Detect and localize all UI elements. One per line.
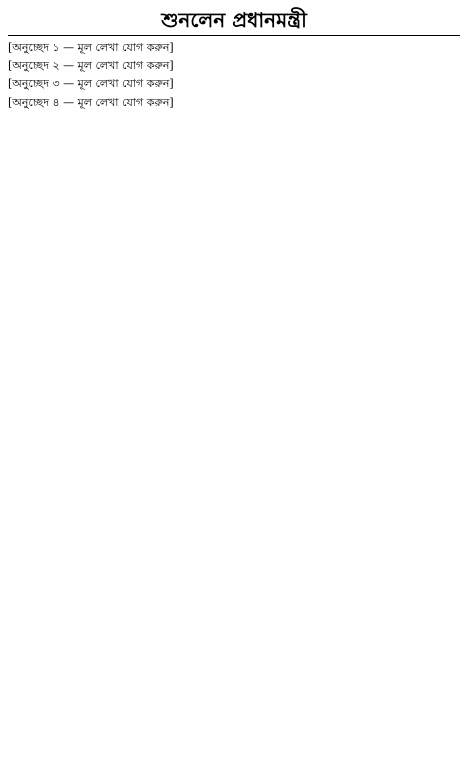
article-headline: শুনলেন প্রধানমন্ত্রী bbox=[8, 8, 460, 36]
article-paragraph: [অনুচ্ছেদ ৪ — মূল লেখা যোগ করুন] bbox=[8, 95, 174, 109]
article-paragraph: [অনুচ্ছেদ ২ — মূল লেখা যোগ করুন] bbox=[8, 59, 174, 73]
article-paragraph: [অনুচ্ছেদ ৩ — মূল লেখা যোগ করুন] bbox=[8, 77, 174, 91]
article-paragraph: [অনুচ্ছেদ ১ — মূল লেখা যোগ করুন] bbox=[8, 41, 174, 54]
article-body bbox=[8, 40, 460, 110]
